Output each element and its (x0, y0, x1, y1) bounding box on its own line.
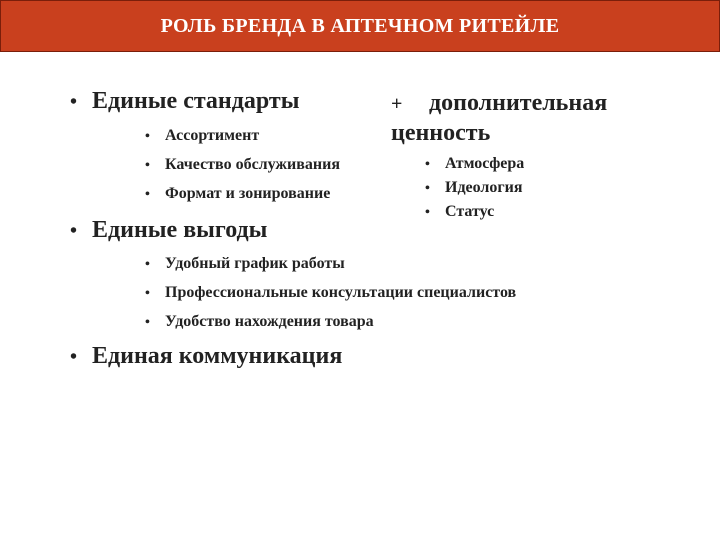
list-item (145, 127, 259, 145)
bullet-icon: • (145, 187, 150, 202)
bullet-icon: • (70, 91, 78, 113)
slide-title-bar (0, 0, 720, 52)
section-benefits (70, 217, 267, 244)
list-item (145, 255, 345, 273)
bullet-icon: • (425, 157, 430, 172)
bullet-icon: • (70, 220, 78, 242)
list-item (145, 185, 330, 203)
bullet-icon: • (425, 205, 430, 220)
bullet-icon: • (145, 257, 150, 272)
added-value-heading-line2 (391, 118, 490, 148)
section-communication (70, 343, 342, 370)
section-communication-heading: Единая коммуникация (92, 343, 343, 369)
list-item-label: Ассортимент (165, 127, 260, 144)
list-item-label: Идеология (445, 179, 523, 196)
list-item-label: Профессиональные консультации специалистов (165, 284, 517, 301)
list-item (425, 179, 523, 197)
added-value-heading (391, 88, 607, 119)
list-item (145, 284, 516, 302)
bullet-icon: • (145, 315, 150, 330)
section-standards-heading: Единые стандарты (92, 88, 300, 114)
list-item (425, 203, 494, 221)
list-item-label: Формат и зонирование (165, 185, 331, 202)
list-item (145, 156, 340, 174)
slide-title: РОЛЬ БРЕНДА В АПТЕЧНОМ РИТЕЙЛЕ (160, 14, 560, 37)
bullet-icon: • (145, 158, 150, 173)
section-standards (70, 88, 299, 115)
list-item (145, 313, 374, 331)
section-benefits-heading: Единые выгоды (92, 217, 268, 243)
bullet-icon: • (70, 346, 78, 368)
list-item (425, 155, 524, 173)
list-item-label: Удобство нахождения товара (165, 313, 374, 330)
added-value-line2: ценность (391, 120, 491, 146)
list-item-label: Качество обслуживания (165, 156, 340, 173)
plus-sign: + (391, 93, 403, 115)
bullet-icon: • (425, 181, 430, 196)
list-item-label: Удобный график работы (165, 255, 345, 272)
list-item-label: Атмосфера (445, 155, 525, 172)
bullet-icon: • (145, 129, 150, 144)
bullet-icon: • (145, 286, 150, 301)
added-value-line1: дополнительная (429, 90, 608, 116)
list-item-label: Статус (445, 203, 495, 220)
